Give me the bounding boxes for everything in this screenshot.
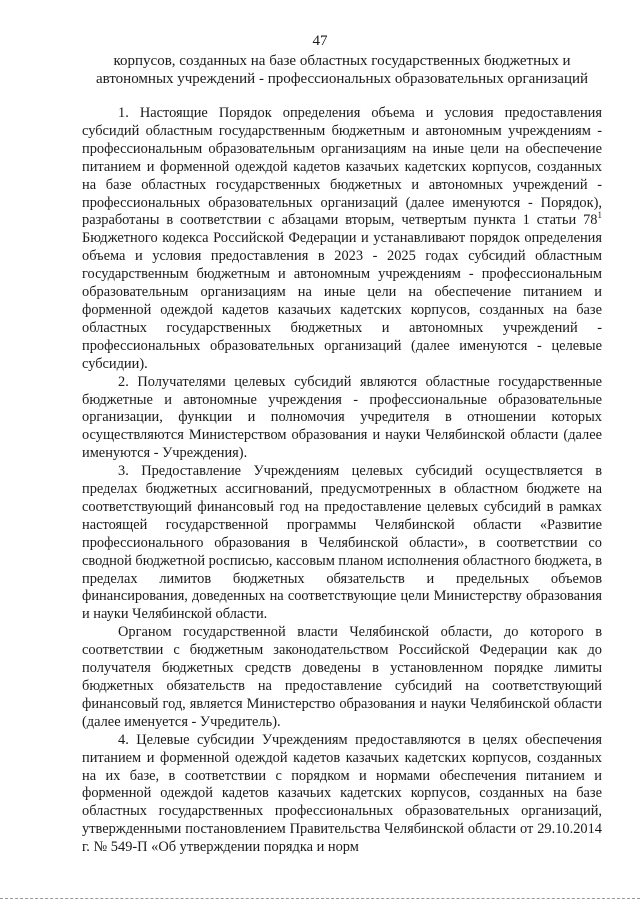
document-body: [82, 105, 602, 857]
paragraph-1: [82, 105, 602, 374]
paragraph-2: 2. Получателями целевых субсидий являются областные государственные бюджетные и автономные учреждения - профессиональные образовательные организации, функции и полномочия учредителя в отношении которых осуществляются Министерством образования и науки Челябинской области (далее именуются - Учреждения).: [82, 373, 602, 462]
superscript-marker: 1: [597, 210, 602, 221]
paragraph-3: 3. Предоставление Учреждениям целевых субсидий осуществляется в пределах бюджетных ассигнований, предусмотренных в областном бюджете на соответствующий финансовый год на предоставление целевых субсидий в рамках настоящей государственной программы Челябинской области «Развитие профессионального образования в Челябинской области», в соответствии со сводной бюджетной росписью, кассовым планом исполнения областного бюджета, в пределах лимитов бюджетных обязательств и предельных объемов финансирования, доведенных на соответствующие цели Министерству образования и науки Челябинской области.: [82, 463, 602, 623]
page-bottom-edge: [0, 898, 640, 899]
page-number: 47: [312, 33, 328, 49]
paragraph-5: 4. Целевые субсидии Учреждениям предоставляются в целях обеспечения питанием и форменной одеждой кадетов казачьих кадетских корпусов, созданных на их базе, в соответствии с порядком и нормами обеспечения питанием и форменной одеждой кадетов казачьих кадетских корпусов, созданных на базе областных государственных профессиональных образовательных организаций, утвержденными постановлением Правительства Челябинской области от 29.10.2014 г. № 549-П «Об утверждении порядка и норм: [82, 731, 602, 856]
paragraph-4: Органом государственной власти Челябинской области, до которого в соответствии с бюджетным законодательством Российской Федерации как до получателя бюджетных средств доведены в установленном порядке лимиты бюджетных обязательств на предоставление субсидий на соответствующий финансовый год, является Министерство образования и науки Челябинской области (далее именуется - Учредитель).: [82, 624, 602, 730]
paragraph-1-text-end: Бюджетного кодекса Российской Федерации и устанавливают порядок определения объема и условия предоставления в 2023 - 2025 годах субсидий областным государственным бюджетным и автономным учреждениям - профессиональным образовательным организациям на иные цели на обеспечение питанием и форменной одеждой кадетов казачьих кадетских корпусов, созданных на базе областных государственных бюджетных и автономных учреждений - профессиональных образовательных организаций (далее именуются - целевые субсидии).: [82, 230, 602, 372]
paragraph-1-text-start: 1. Настоящие Порядок определения объема и условия предоставления субсидий областным государственным бюджетным и автономным учреждениям - профессиональным образовательным организациям на иные цели на обеспечение питанием и форменной одеждой кадетов казачьих кадетских корпусов, созданных на базе областных государственных бюджетных и автономных учреждений - профессиональных образовательных организаций (далее именуются - Порядок), разработаны в соответствии с абзацами вторым, четвертым пункта 1 статьи 78: [82, 105, 602, 229]
section-heading-continuation: корпусов, созданных на базе областных государственных бюджетных и автономных учреждений - профессиональных образовательных организаций: [95, 53, 589, 88]
